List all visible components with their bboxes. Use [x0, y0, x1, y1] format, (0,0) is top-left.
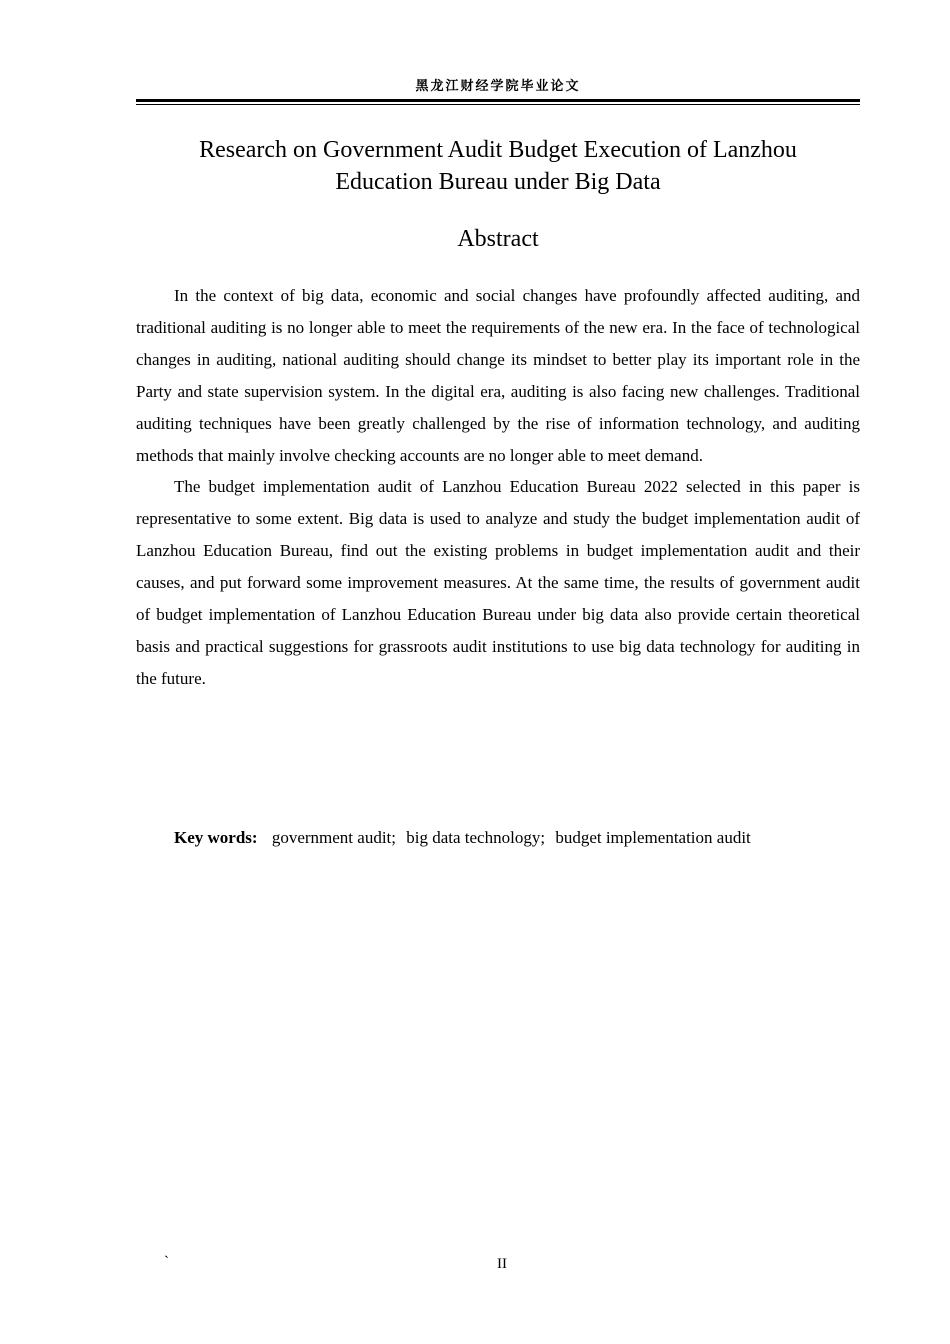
footer-mark: ` — [164, 1254, 169, 1270]
keyword-item: budget implementation audit — [555, 828, 751, 847]
page-number: II — [497, 1256, 507, 1272]
keywords-label: Key words: — [174, 828, 258, 847]
running-header: 黑龙江财经学院毕业论文 — [415, 79, 581, 94]
abstract-heading: Abstract — [457, 226, 539, 252]
keyword-item: big data technology; — [406, 828, 546, 847]
paper-title-line-1: Research on Government Audit Budget Execution of Lanzhou — [199, 137, 797, 163]
abstract-paragraph-1: In the context of big data, economic and social changes have profoundly affected auditing, and traditional auditing is no longer able to meet the requirements of the new era. In the face of technological changes in auditing, national auditing should change its mindset to better play its important role in the Party and state supervision system. In the digital era, auditing is also facing new challenges. Traditional auditing techniques have been greatly challenged by the rise of information technology, and auditing methods that mainly involve checking accounts are no longer able to meet demand. — [136, 286, 860, 465]
keywords-line — [174, 825, 751, 851]
paper-title-line-2: Education Bureau under Big Data — [335, 169, 661, 195]
header-rule-thick — [136, 99, 860, 102]
paper-title — [136, 134, 860, 198]
abstract-paragraph-2: The budget implementation audit of Lanzhou Education Bureau 2022 selected in this paper is representative to some extent. Big data is used to analyze and study the budget implementation audit of Lanzhou Education Bureau, find out the existing problems in budget implementation audit and their causes, and put forward some improvement measures. At the same time, the results of government audit of budget implementation of Lanzhou Education Bureau under big data also provide certain theoretical basis and practical suggestions for grassroots audit institutions to use big data technology for auditing in the future. — [136, 477, 860, 688]
abstract-body — [136, 280, 860, 695]
header-rule-thin — [136, 104, 860, 105]
keyword-item: government audit; — [271, 828, 396, 847]
